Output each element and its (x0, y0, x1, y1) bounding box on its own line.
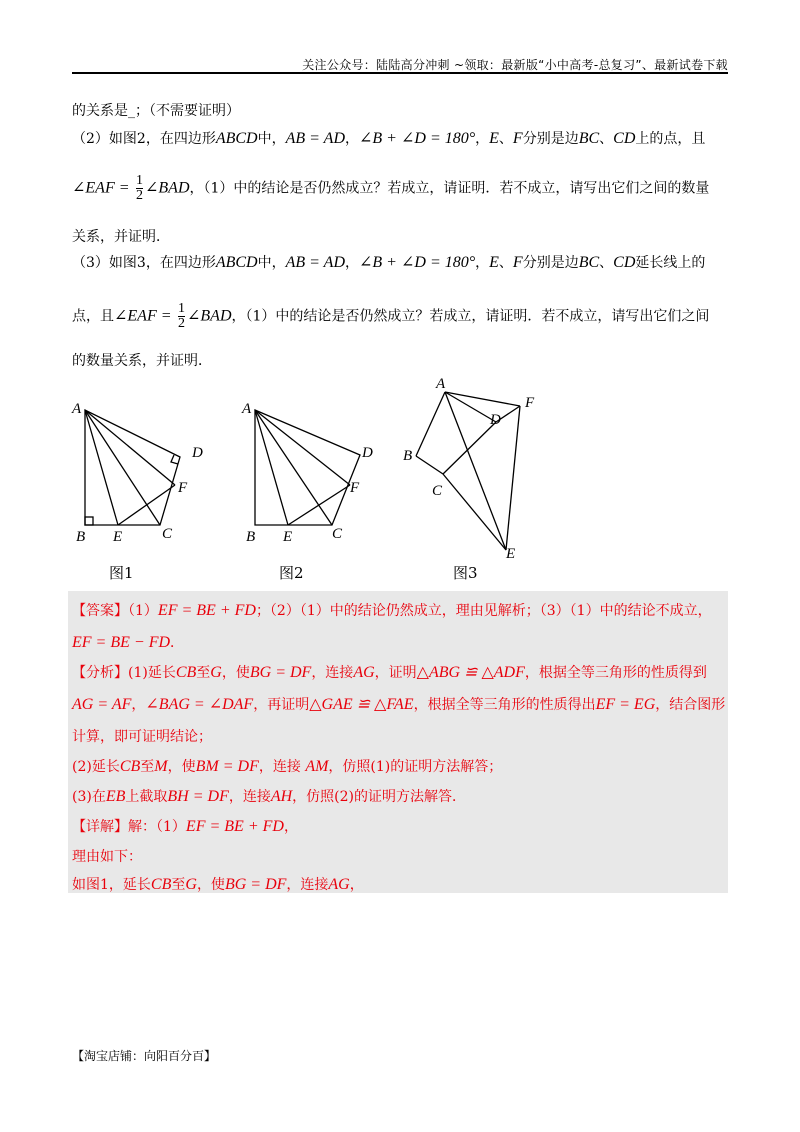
fig3-label-C: C (432, 483, 443, 499)
detail-line-1 (72, 816, 298, 836)
fig2-quadrilateral (255, 410, 360, 525)
answer-text: ， (283, 819, 298, 835)
fraction (178, 302, 185, 331)
math: AG (328, 876, 350, 893)
math: CB (150, 876, 172, 893)
fig3-line-AB (416, 392, 445, 456)
figure-2 (240, 395, 390, 554)
answer-text: 至 (171, 877, 186, 893)
analysis-line-2 (72, 694, 725, 714)
fig1-label-B: B (76, 529, 86, 545)
answer-text: 计算，即可证明结论； (72, 729, 212, 745)
fig2-label-A: A (242, 401, 252, 417)
math: ∠BAD (186, 307, 232, 325)
answer-text: ；（2）（1）中的结论仍然成立，理由见解析；（3）（1）中的结论不成立， (255, 603, 712, 619)
math: AH (270, 788, 293, 805)
math: F (512, 130, 523, 147)
math: EF = EG (595, 696, 656, 713)
answer-text: (2)延长 (72, 759, 120, 775)
answer-text: ，证明 (374, 665, 417, 681)
fig2-line-AF (255, 410, 350, 485)
math: ∠EAF = (72, 179, 130, 197)
figure-2-caption: 图2 (279, 564, 304, 582)
math: ∠EAF = (114, 307, 172, 325)
problem-line-7 (72, 350, 212, 370)
problem-text: 、 (498, 255, 513, 271)
problem-text: 、 (599, 255, 614, 271)
denominator: 2 (135, 188, 143, 203)
answer-text: 【分析】(1)延长 (72, 665, 176, 681)
answer-text: ，连接 (258, 759, 306, 775)
fig1-line-AE (85, 410, 118, 525)
math: ∠BAG = ∠DAF (145, 696, 254, 713)
problem-text: （2）如图2，在四边形 (72, 131, 216, 147)
fig3-label-F: F (525, 395, 535, 411)
problem-text: （3）如图3，在四边形 (72, 255, 216, 271)
problem-line-5 (72, 252, 705, 272)
fig1-right-angle-B (85, 517, 93, 525)
math: CB (119, 758, 141, 775)
math: EF = BE + FD (157, 602, 256, 619)
math: BC (578, 130, 600, 147)
detail-line-3 (72, 874, 364, 894)
fig1-right-angle-D (171, 455, 178, 464)
answer-text: ，使 (221, 665, 250, 681)
math: CB (175, 664, 197, 681)
math: ABCD (215, 254, 258, 271)
problem-text: ，（1）中的结论是否仍然成立？若成立，请证明．若不成立，请写出它们之间 (231, 308, 710, 325)
figure-1-caption: 图1 (109, 564, 134, 582)
fig3-line-CE (443, 474, 506, 550)
math: E (489, 130, 499, 147)
math: AB = AD (285, 130, 345, 147)
analysis-line-3 (72, 726, 212, 746)
answer-text: ， (349, 877, 364, 893)
math: CD (613, 130, 636, 147)
problem-text: 分别是边 (522, 131, 579, 147)
answer-text: ，使 (167, 759, 196, 775)
detail-line-2 (72, 846, 142, 866)
fig3-line-CD (443, 422, 496, 474)
analysis-line-5 (72, 786, 466, 806)
fraction (136, 174, 143, 203)
problem-text: ， (345, 131, 359, 147)
fig1-label-F: F (178, 480, 188, 496)
answer-text: ，连接 (286, 877, 329, 893)
math: EF = BE − FD (72, 634, 171, 651)
answer-text: ，根据全等三角形的性质得出 (413, 697, 596, 713)
problem-text: 延长线上的 (635, 255, 706, 271)
fig1-line-AC (85, 410, 160, 525)
answer-text: 理由如下： (72, 849, 142, 865)
numerator: 1 (177, 301, 185, 316)
figure-2-diagram (240, 395, 390, 550)
answer-text: ，连接 (311, 665, 354, 681)
answer-text: 至 (140, 759, 155, 775)
fig1-label-D: D (192, 445, 203, 461)
denominator: 2 (177, 316, 185, 331)
math: BH = DF (167, 788, 229, 805)
page-header: 关注公众号：陆陆高分冲刺 ~领取：最新版“小中高考-总复习”、最新试卷下载 (302, 58, 728, 72)
problem-line-3 (72, 174, 709, 203)
problem-text: ， (475, 255, 490, 271)
math: ∠B + ∠D = 180° (359, 254, 476, 271)
fig2-label-C: C (332, 526, 343, 542)
fig2-label-B: B (246, 529, 256, 545)
math: CD (613, 254, 636, 271)
page-footer: 【淘宝店铺：向阳百分百】 (72, 1049, 217, 1063)
figure-1 (70, 395, 220, 554)
problem-text: 上的点，且 (635, 131, 706, 147)
fig1-label-A: A (72, 401, 82, 417)
math: EF = BE + FD (185, 818, 284, 835)
math: G (185, 876, 197, 893)
fig1-label-C: C (162, 526, 173, 542)
problem-text: 、 (498, 131, 513, 147)
problem-text: 的关系是_；（不需要证明） (72, 103, 240, 119)
math: F (512, 254, 523, 271)
answer-text: 【答案】（1） (72, 603, 158, 619)
answer-text: ，再证明 (253, 697, 310, 713)
fig2-label-D: D (362, 445, 373, 461)
problem-text: 中， (257, 255, 286, 271)
math: M (154, 758, 168, 775)
answer-text: ，结合图形 (655, 697, 726, 713)
math: BC (578, 254, 600, 271)
answer-text: ，仿照(2)的证明方法解答． (292, 789, 467, 805)
problem-text: ， (345, 255, 359, 271)
analysis-line-4 (72, 756, 502, 776)
problem-text: ，（1）中的结论是否仍然成立？若成立，请证明．若不成立，请写出它们之间的数量 (189, 180, 710, 197)
fig3-line-BC (416, 456, 443, 474)
problem-line-2 (72, 128, 705, 148)
answer-text: ，连接 (228, 789, 271, 805)
fig3-label-A: A (436, 376, 446, 392)
numerator: 1 (135, 173, 143, 188)
answer-text: 上截取 (125, 789, 168, 805)
math: ∠B + ∠D = 180° (359, 130, 476, 147)
math: AG = AF (72, 696, 132, 713)
fig3-line-FE (506, 406, 520, 550)
answer-line-2 (72, 632, 184, 652)
problem-text: 分别是边 (522, 255, 579, 271)
fig2-line-AC (255, 410, 332, 525)
fig2-label-F: F (350, 480, 360, 496)
math: E (489, 254, 499, 271)
answer-line-1 (72, 600, 712, 620)
fig3-label-B: B (403, 448, 413, 464)
math: BG = DF (224, 876, 287, 893)
math: BG = DF (249, 664, 312, 681)
answer-text: 至 (196, 665, 211, 681)
problem-text: 中， (257, 131, 286, 147)
figure-1-diagram (70, 395, 220, 550)
problem-text: 关系，并证明． (72, 229, 170, 245)
fig1-quadrilateral (85, 410, 180, 525)
answer-text: ， (131, 697, 146, 713)
math: BM = DF (195, 758, 259, 775)
fig1-label-E: E (113, 529, 123, 545)
answer-text: ，根据全等三角形的性质得到 (524, 665, 707, 681)
math: G (210, 664, 222, 681)
problem-line-4 (72, 226, 170, 246)
answer-text: 如图1，延长 (72, 877, 151, 893)
problem-text: 点，且 (72, 308, 114, 325)
fig2-label-E: E (283, 529, 293, 545)
problem-text: ， (475, 131, 490, 147)
header-divider (72, 72, 728, 74)
fig2-line-AE (255, 410, 288, 525)
problem-text: 的数量关系，并证明． (72, 353, 212, 369)
figure-3-diagram (398, 374, 548, 569)
answer-text: ，使 (196, 877, 225, 893)
answer-text: 【详解】解：（1） (72, 819, 186, 835)
figure-3-caption: 图3 (453, 564, 478, 582)
math: AG (353, 664, 375, 681)
math: EB (105, 788, 126, 805)
math: ABCD (215, 130, 258, 147)
problem-text: 、 (599, 131, 614, 147)
math: AB = AD (285, 254, 345, 271)
problem-line-6 (72, 302, 709, 331)
math: AM (305, 758, 329, 775)
answer-text: ，仿照(1)的证明方法解答； (328, 759, 503, 775)
analysis-line-1 (72, 662, 707, 682)
math: △GAE ≌ △FAE (309, 696, 414, 713)
math: ∠BAD (144, 179, 190, 197)
answer-text: (3)在 (72, 789, 106, 805)
math: △ABG ≌ △ADF (416, 664, 525, 681)
problem-line-1 (72, 100, 240, 120)
figure-3 (398, 374, 548, 573)
answer-text: ． (170, 635, 185, 651)
fig3-label-E: E (506, 546, 516, 562)
fig3-label-D: D (490, 412, 501, 428)
